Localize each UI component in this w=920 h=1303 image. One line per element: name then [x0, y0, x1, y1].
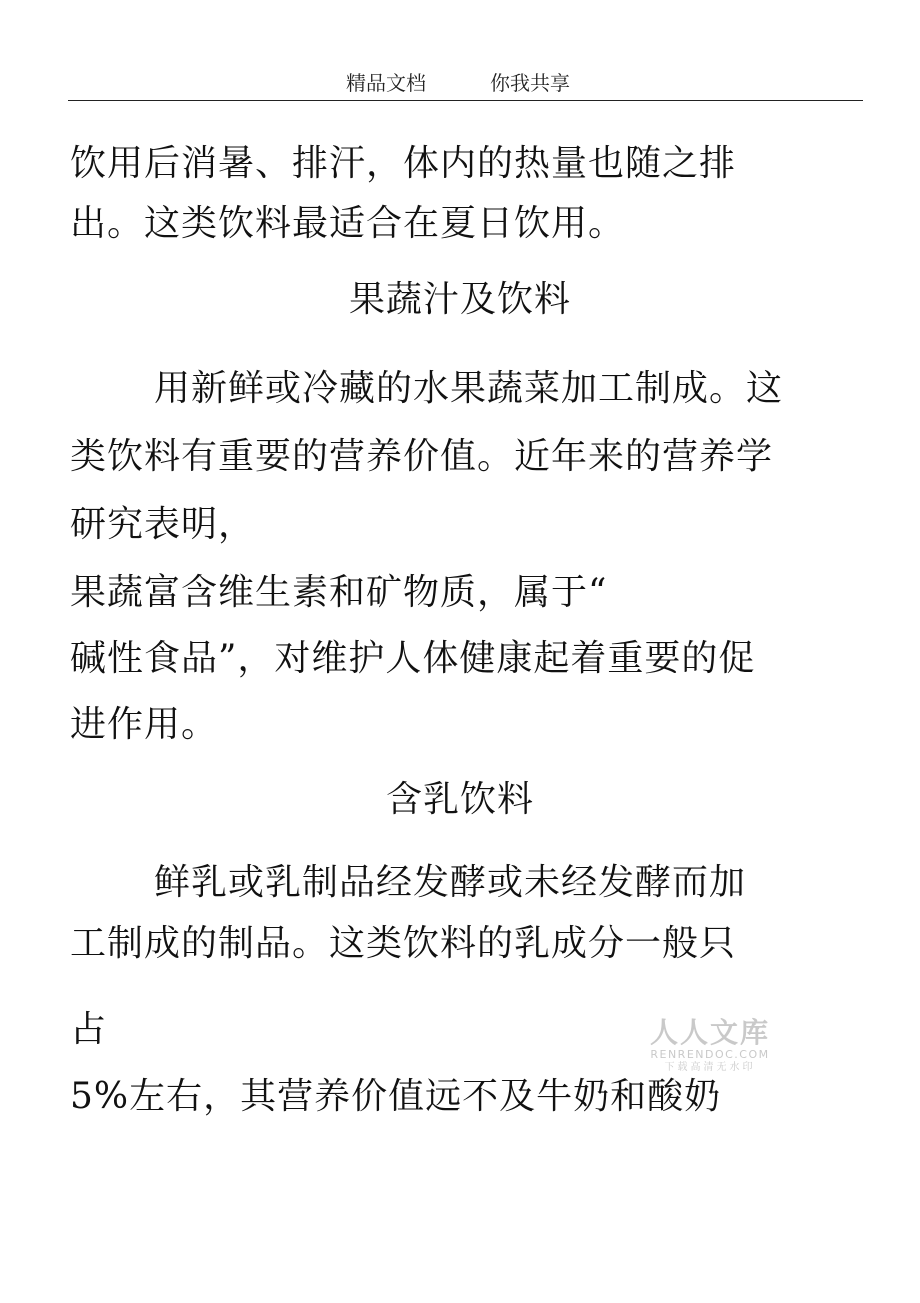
- paragraph-line: 碱性食品”，对维护人体健康起着重要的促: [70, 638, 756, 679]
- paragraph-line: 出。这类饮料最适合在夏日饮用。: [70, 203, 626, 244]
- paragraph-line: 鲜乳或乳制品经发酵或未经发酵而加: [154, 862, 747, 903]
- watermark-domain: RENRENDOC.COM: [650, 1048, 770, 1061]
- paragraph-line: 工制成的制品。这类饮料的乳成分一般只: [70, 923, 737, 964]
- watermark: [646, 1018, 774, 1074]
- paragraph-line: 用新鲜或冷藏的水果蔬菜加工制成。这: [154, 368, 784, 409]
- page-header: [68, 70, 863, 101]
- header-right-text: 你我共享: [490, 71, 570, 95]
- section-heading-milk-drinks: 含乳饮料: [385, 779, 534, 820]
- paragraph-line: 研究表明，: [70, 504, 256, 545]
- header-left-text: 精品文档: [346, 71, 426, 95]
- paragraph-line: 类饮料有重要的营养价值。近年来的营养学: [70, 436, 774, 477]
- watermark-tagline: 下载高清无水印: [664, 1062, 756, 1073]
- paragraph-line: 进作用。: [70, 704, 219, 745]
- paragraph-line: 5%左右，其营养价值远不及牛奶和酸奶: [70, 1076, 722, 1117]
- paragraph-line: 果蔬富含维生素和矿物质，属于“: [70, 572, 608, 613]
- section-heading-fruit-juice: 果蔬汁及饮料: [348, 279, 571, 320]
- paragraph-line: 饮用后消暑、排汗，体内的热量也随之排: [70, 143, 737, 184]
- watermark-logo: 人人文库: [649, 1016, 770, 1049]
- paragraph-line: 占: [70, 1009, 108, 1050]
